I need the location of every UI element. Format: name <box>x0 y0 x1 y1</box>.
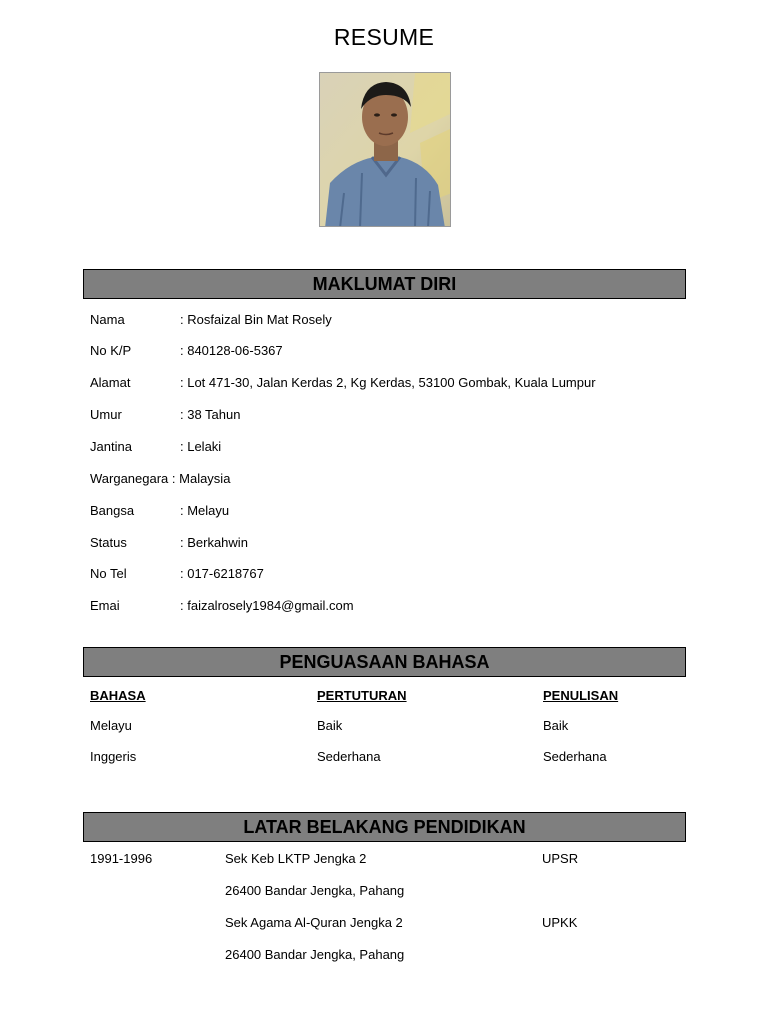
info-label: Bangsa <box>90 503 135 518</box>
section-education: LATAR BELAKANG PENDIDIKAN <box>83 812 686 842</box>
language-cell: Melayu <box>90 718 132 733</box>
info-value: : 38 Tahun <box>180 407 241 422</box>
language-cell: Baik <box>317 718 343 733</box>
education-school: 26400 Bandar Jengka, Pahang <box>225 947 405 962</box>
info-label: No Tel <box>90 566 127 581</box>
education-school: Sek Agama Al-Quran Jengka 2 <box>225 915 403 930</box>
info-label: Nama <box>90 312 125 327</box>
language-cell: Inggeris <box>90 749 137 764</box>
info-value: : Malaysia <box>168 471 231 486</box>
info-label: Umur <box>90 407 122 422</box>
education-year: 1991-1996 <box>90 851 153 866</box>
info-value: : Rosfaizal Bin Mat Rosely <box>180 312 332 327</box>
language-col-header: BAHASA <box>90 688 146 703</box>
language-cell: Sederhana <box>543 749 607 764</box>
info-value: : Melayu <box>180 503 230 518</box>
info-label: Status <box>90 535 127 550</box>
info-label: No K/P <box>90 343 132 358</box>
info-label: Warganegara <box>90 471 169 486</box>
language-col-header: PERTUTURAN <box>317 688 407 703</box>
section-personal-info: MAKLUMAT DIRI <box>83 269 686 299</box>
education-exam: UPKK <box>542 915 578 930</box>
language-col-header: PENULISAN <box>543 688 619 703</box>
info-value: : 017-6218767 <box>180 566 264 581</box>
info-value: : Berkahwin <box>180 535 248 550</box>
info-label: Alamat <box>90 375 131 390</box>
language-cell: Sederhana <box>317 749 381 764</box>
info-row-warganegara <box>90 471 230 487</box>
education-exam: UPSR <box>542 851 579 866</box>
info-value: : faizalrosely1984@gmail.com <box>180 598 354 613</box>
section-language: PENGUASAAN BAHASA <box>83 647 686 677</box>
profile-photo <box>319 72 451 227</box>
language-cell: Baik <box>543 718 569 733</box>
info-value: : 840128-06-5367 <box>180 343 283 358</box>
info-label: Emai <box>90 598 120 613</box>
education-school: 26400 Bandar Jengka, Pahang <box>225 883 405 898</box>
info-value: : Lelaki <box>180 439 222 454</box>
info-value: : Lot 471-30, Jalan Kerdas 2, Kg Kerdas, 53100 Gombak, Kuala Lumpur <box>180 375 596 390</box>
education-school: Sek Keb LKTP Jengka 2 <box>225 851 367 866</box>
resume-title: RESUME <box>333 24 435 50</box>
info-label: Jantina <box>90 439 132 454</box>
